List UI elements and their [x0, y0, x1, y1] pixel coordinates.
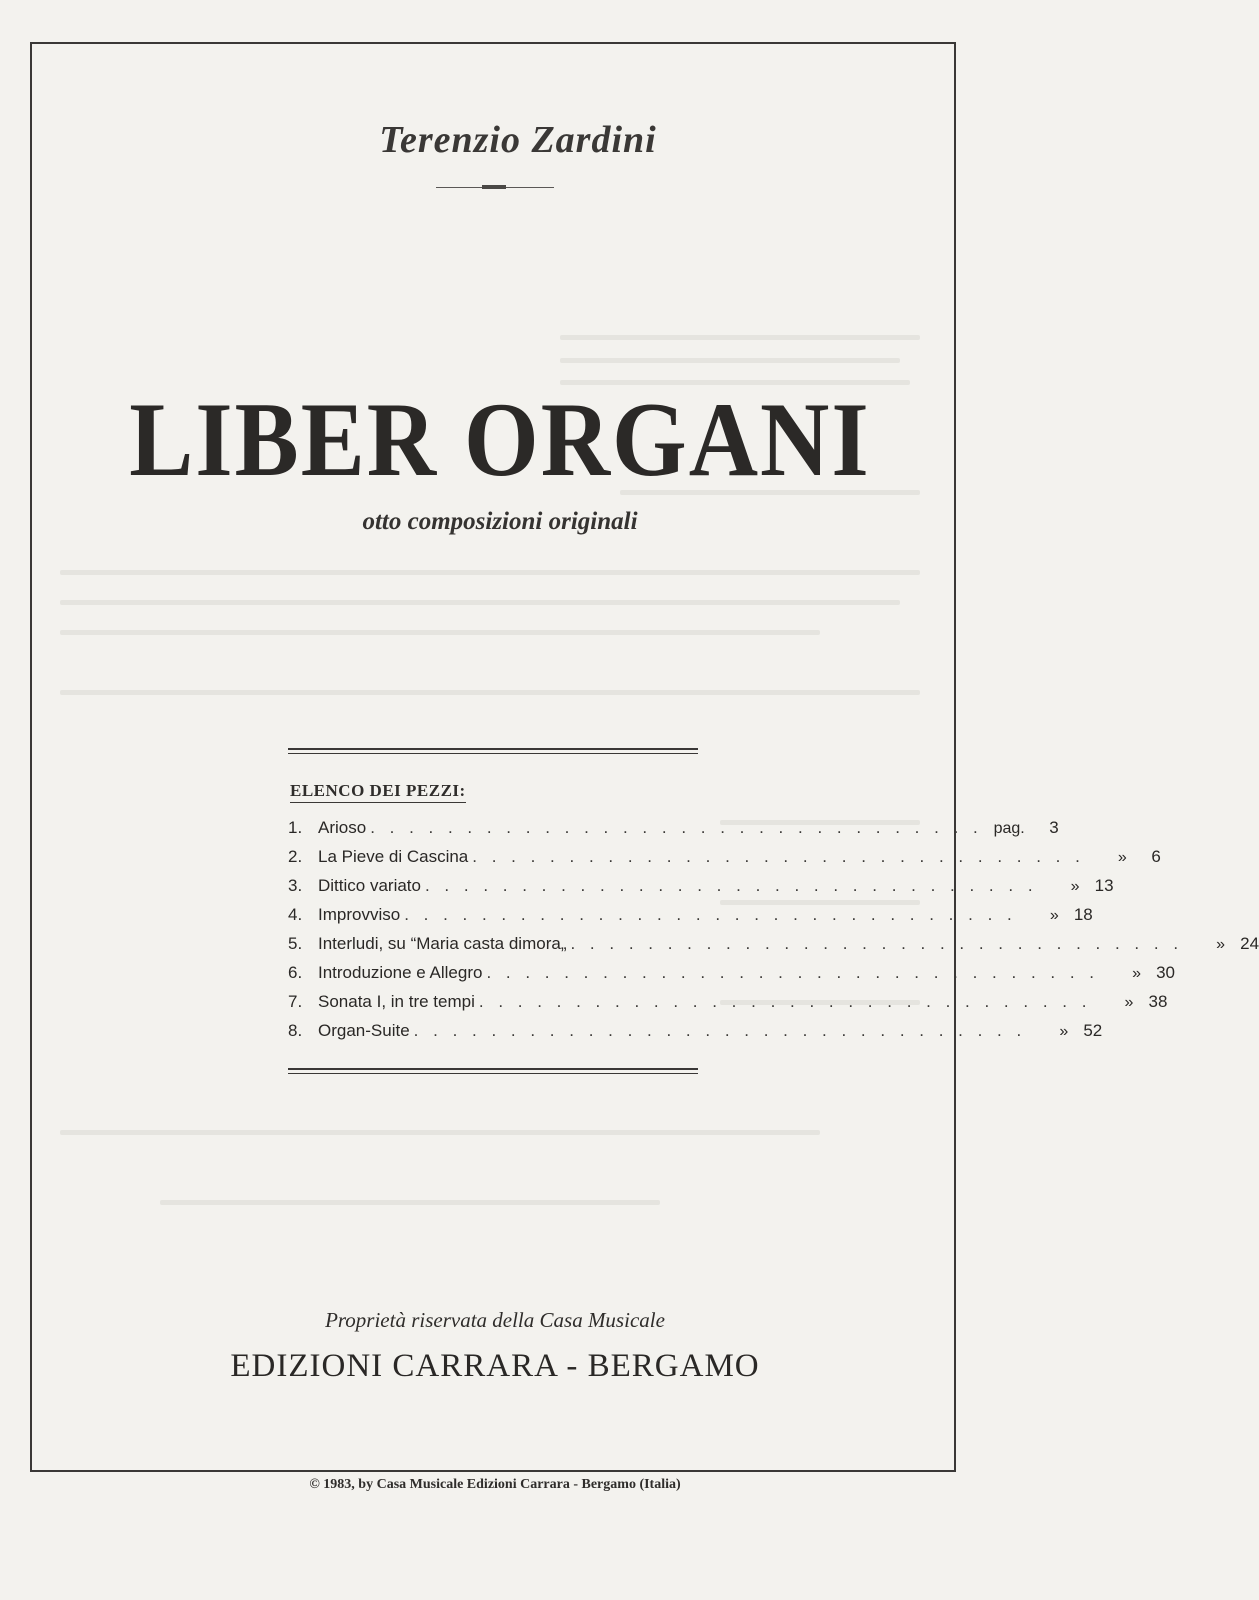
toc-page-prefix: »	[1070, 878, 1080, 895]
publisher-name: EDIZIONI CARRARA - BERGAMO	[230, 1348, 760, 1384]
toc-item-number: 3.	[288, 876, 303, 895]
toc-item-title: La Pieve di Cascina	[318, 847, 469, 866]
toc-page-prefix: pag.	[993, 820, 1025, 837]
toc-item	[288, 876, 1114, 905]
toc-item-title: Organ-Suite	[318, 1021, 410, 1040]
ornament-dash	[482, 185, 506, 189]
toc-top-rule	[288, 748, 698, 754]
toc-leader-dots: . . . . . . . . . . . . . . . . . . . . . . . . . . . . . . . .	[424, 876, 1038, 895]
toc-leader-dots: . . . . . . . . . . . . . . . . . . . . . . . . . . . . . . . .	[404, 905, 1017, 924]
toc-item	[288, 818, 1059, 847]
table-of-contents	[288, 818, 1259, 1050]
toc-leader-dots: . . . . . . . . . . . . . . . . . . . . . . . . . . . . . . . .	[478, 992, 1092, 1011]
toc-item	[288, 847, 1161, 876]
subtitle: otto composizioni originali	[362, 508, 638, 535]
toc-page-prefix: »	[1117, 849, 1127, 866]
toc-item	[288, 992, 1168, 1021]
composer-name: Terenzio Zardini	[379, 119, 657, 161]
toc-page-number: 24	[1240, 934, 1259, 953]
toc-item-number: 1.	[288, 818, 303, 837]
toc-heading: ELENCO DEI PEZZI:	[290, 781, 466, 803]
toc-item	[288, 934, 1259, 963]
toc-leader-dots: . . . . . . . . . . . . . . . . . . . . . . . . . . . . . . . .	[570, 934, 1184, 953]
toc-page-number: 13	[1094, 876, 1114, 895]
toc-page-prefix: »	[1216, 936, 1226, 953]
toc-item-number: 8.	[288, 1021, 303, 1040]
toc-item-title: Interludi, su “Maria casta dimora„	[318, 934, 567, 953]
copyright-notice: © 1983, by Casa Musicale Edizioni Carrara - Bergamo (Italia)	[309, 1477, 681, 1492]
toc-item-title: Introduzione e Allegro	[318, 963, 483, 982]
toc-page-number: 38	[1148, 992, 1168, 1011]
toc-page-prefix: »	[1124, 994, 1134, 1011]
toc-item-number: 5.	[288, 934, 303, 953]
page-title: LIBER ORGANI	[129, 380, 871, 498]
toc-item-number: 4.	[288, 905, 303, 924]
toc-page-prefix: »	[1059, 1023, 1069, 1040]
toc-page-number: 3	[1049, 818, 1059, 837]
toc-page-number: 6	[1151, 847, 1161, 866]
toc-leader-dots: . . . . . . . . . . . . . . . . . . . . . . . . . . . . . . . .	[472, 847, 1085, 866]
toc-page-number: 30	[1156, 963, 1176, 982]
toc-leader-dots: . . . . . . . . . . . . . . . . . . . . . . . . . . . . . . . .	[413, 1021, 1027, 1040]
toc-item-number: 6.	[288, 963, 303, 982]
toc-item-title: Arioso	[318, 818, 367, 837]
toc-bottom-rule	[288, 1068, 698, 1074]
toc-page-prefix: »	[1132, 965, 1142, 982]
toc-leader-dots: . . . . . . . . . . . . . . . . . . . . . . . . . . . . . . . .	[486, 963, 1100, 982]
toc-page-prefix: »	[1049, 907, 1059, 924]
toc-item	[288, 1021, 1103, 1050]
toc-item-number: 7.	[288, 992, 303, 1011]
toc-item-title: Sonata I, in tre tempi	[318, 992, 475, 1011]
toc-item	[288, 963, 1176, 992]
toc-page-number: 52	[1083, 1021, 1103, 1040]
toc-item-number: 2.	[288, 847, 303, 866]
toc-item-title: Improvviso	[318, 905, 401, 924]
rights-notice: Proprietà riservata della Casa Musicale	[325, 1308, 665, 1332]
toc-item-title: Dittico variato	[318, 876, 421, 895]
toc-item	[288, 905, 1093, 934]
toc-leader-dots: . . . . . . . . . . . . . . . . . . . . . . . . . . . . . . . .	[370, 818, 983, 837]
page-border-frame	[30, 42, 956, 1472]
toc-page-number: 18	[1073, 905, 1093, 924]
